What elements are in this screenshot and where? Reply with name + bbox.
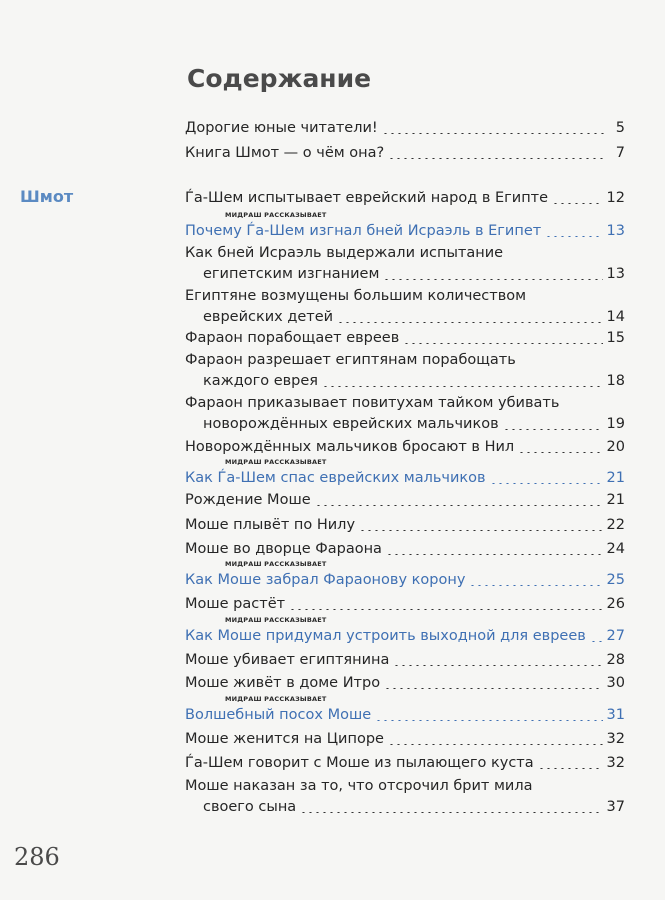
toc-page-number: 37 — [606, 799, 625, 815]
dot-leader — [469, 585, 602, 586]
toc-entry-title: Фараон разрешает египтянам порабощать — [185, 352, 516, 368]
toc-entry[interactable] — [185, 695, 625, 726]
dot-leader — [375, 720, 602, 721]
toc-entry-title: каждого еврея — [203, 373, 319, 389]
toc-page-number: 31 — [606, 707, 625, 723]
toc-page-number: 30 — [606, 675, 625, 691]
toc-page-number: 18 — [606, 373, 625, 389]
page-number: 286 — [14, 843, 60, 871]
toc-entry-title: Моше убивает египтянина — [185, 652, 390, 668]
toc-page-number: 12 — [606, 190, 625, 206]
toc-entry[interactable] — [185, 560, 625, 591]
toc-page-number: 25 — [606, 572, 625, 588]
toc-entry[interactable] — [185, 118, 625, 139]
toc-entry-title: Как Моше забрал Фараонову корону — [185, 572, 466, 588]
toc-page-number: 13 — [606, 266, 625, 282]
midrash-label: МИДРАШ РАССКАЗЫВАЕТ — [225, 560, 327, 568]
toc-entry-title: Как бней Исраэль выдержали испытание — [185, 245, 504, 261]
toc-page-number: 22 — [606, 517, 625, 533]
dot-leader — [386, 554, 603, 555]
dot-leader — [337, 322, 602, 323]
midrash-label: МИДРАШ РАССКАЗЫВАЕТ — [225, 211, 327, 219]
toc-entry-title: Фараон приказывает повитухам тайком убивать — [185, 395, 560, 411]
midrash-label: МИДРАШ РАССКАЗЫВАЕТ — [225, 695, 327, 703]
toc-page-number: 21 — [606, 470, 625, 486]
toc-entry-title: Моше плывёт по Нилу — [185, 517, 356, 533]
toc-page-number: 13 — [606, 223, 625, 239]
toc-entry[interactable] — [185, 458, 625, 489]
toc-entry-title: Дорогие юные читатели! — [185, 120, 378, 136]
toc-entry-title: Как Моше придумал устроить выходной для евреев — [185, 628, 586, 644]
toc-page-number: 28 — [606, 652, 625, 668]
toc-entry-title: Как Ѓа-Шем спас еврейских мальчиков — [185, 470, 486, 486]
dot-leader — [322, 386, 603, 387]
dot-leader — [383, 279, 602, 280]
toc-page-number: 32 — [606, 755, 625, 771]
dot-leader — [359, 530, 603, 531]
toc-entry[interactable] — [185, 490, 625, 511]
toc-entry[interactable] — [185, 515, 625, 536]
dot-leader — [518, 452, 602, 453]
toc-entry[interactable] — [185, 393, 625, 435]
dot-leader — [315, 505, 603, 506]
dot-leader — [552, 203, 603, 204]
toc-entry-title: Ѓа-Шем говорит с Моше из пылающего куста — [185, 755, 534, 771]
toc-entry-title: Книга Шмот — о чём она? — [185, 145, 385, 161]
toc-page-number: 20 — [606, 439, 625, 455]
dot-leader — [382, 133, 607, 134]
toc-entry-title: новорождённых еврейских мальчиков — [203, 416, 499, 432]
toc-entry[interactable] — [185, 328, 625, 349]
toc-entry[interactable] — [185, 729, 625, 750]
section-heading: Шмот — [20, 187, 74, 206]
toc-entry-title: Фараон порабощает евреев — [185, 330, 400, 346]
toc-entry[interactable] — [185, 211, 625, 242]
toc-page-number: 5 — [615, 120, 625, 136]
toc-entry[interactable] — [185, 539, 625, 560]
toc-entry[interactable] — [185, 188, 625, 209]
dot-leader — [590, 641, 603, 642]
dot-leader — [388, 158, 607, 159]
toc-page-number: 24 — [606, 541, 625, 557]
toc-entry-title: Египтяне возмущены большим количеством — [185, 288, 527, 304]
toc-entry-title: Новорождённых мальчиков бросают в Нил — [185, 439, 515, 455]
dot-leader — [289, 609, 602, 610]
dot-leader — [538, 768, 603, 769]
toc-entry[interactable] — [185, 673, 625, 694]
toc-page-number: 14 — [606, 309, 625, 325]
dot-leader — [490, 483, 603, 484]
toc-entry[interactable] — [185, 350, 625, 392]
midrash-label: МИДРАШ РАССКАЗЫВАЕТ — [225, 616, 327, 624]
toc-entry[interactable] — [185, 616, 625, 647]
midrash-label: МИДРАШ РАССКАЗЫВАЕТ — [225, 458, 327, 466]
toc-entry-title: еврейских детей — [203, 309, 334, 325]
toc-page-number: 27 — [606, 628, 625, 644]
toc-page-number: 21 — [606, 492, 625, 508]
dot-leader — [503, 429, 603, 430]
toc-entry-title: Моше растёт — [185, 596, 286, 612]
toc-entry[interactable] — [185, 243, 625, 285]
toc-entry-title: своего сына — [203, 799, 297, 815]
dot-leader — [403, 343, 602, 344]
toc-entry-title: Ѓа-Шем испытывает еврейский народ в Египте — [185, 190, 549, 206]
toc-page-number: 15 — [606, 330, 625, 346]
toc-entry[interactable] — [185, 286, 625, 328]
dot-leader — [393, 665, 602, 666]
toc-entry-title: Почему Ѓа-Шем изгнал бней Исраэль в Египет — [185, 223, 542, 239]
toc-entry[interactable] — [185, 437, 625, 458]
page-title: Содержание — [187, 64, 372, 93]
toc-entry-title: Волшебный посох Моше — [185, 707, 372, 723]
toc-page-number: 26 — [606, 596, 625, 612]
toc-entry-title: Моше живёт в доме Итро — [185, 675, 381, 691]
toc-entry[interactable] — [185, 594, 625, 615]
toc-entry[interactable] — [185, 650, 625, 671]
toc-page-number: 7 — [615, 145, 625, 161]
toc-entry[interactable] — [185, 143, 625, 164]
dot-leader — [384, 688, 602, 689]
toc-entry-title: Моше во дворце Фараона — [185, 541, 382, 557]
toc-entry-title: Моше женится на Ципоре — [185, 731, 384, 747]
dot-leader — [300, 812, 602, 813]
toc-page-number: 19 — [606, 416, 625, 432]
toc-entry-title: Моше наказан за то, что отсрочил брит мила — [185, 778, 533, 794]
toc-entry[interactable] — [185, 753, 625, 774]
toc-entry[interactable] — [185, 776, 625, 818]
toc-entry-title: Рождение Моше — [185, 492, 311, 508]
toc-entry-title: египетским изгнанием — [203, 266, 380, 282]
dot-leader — [388, 744, 603, 745]
dot-leader — [545, 236, 602, 237]
toc-page-number: 32 — [606, 731, 625, 747]
